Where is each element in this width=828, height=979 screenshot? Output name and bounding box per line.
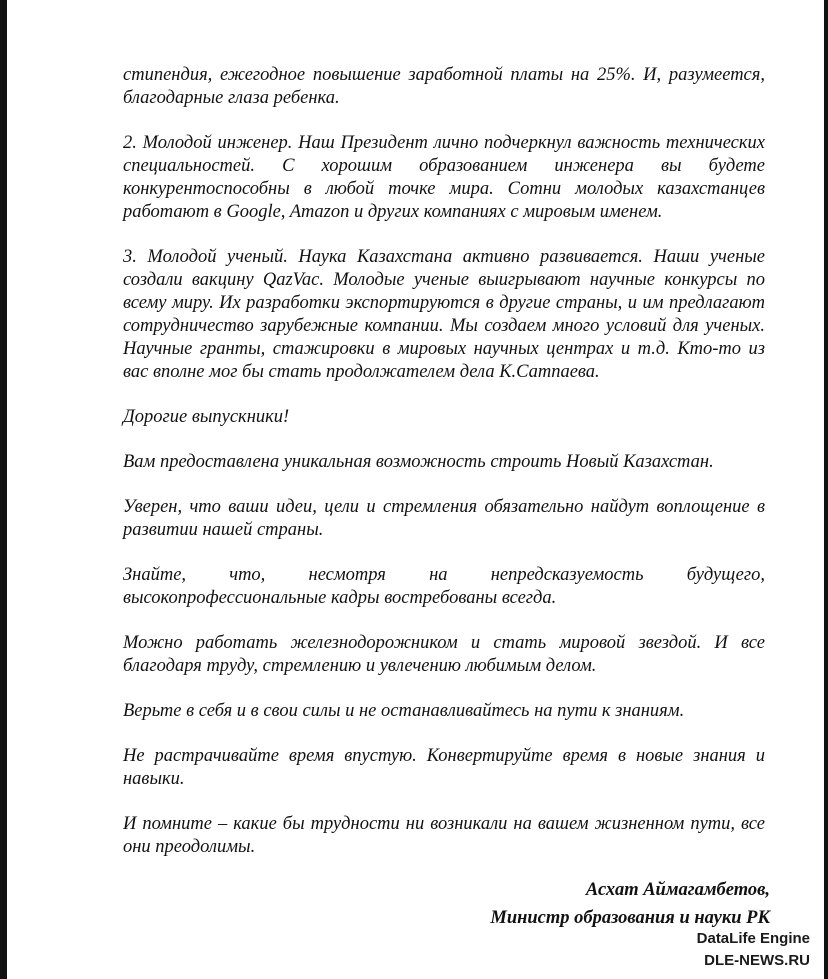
paragraph-know: Знайте, что, несмотря на непредсказуемость будущего, высокопрофессиональные кадры востребованы всегда. bbox=[123, 565, 765, 608]
paragraph-opportunity: Вам предоставлена уникальная возможность строить Новый Казахстан. bbox=[123, 452, 714, 472]
site-watermark bbox=[697, 928, 810, 972]
watermark-line-2: DLE-NEWS.RU bbox=[704, 952, 810, 969]
paragraph-ideas: Уверен, что ваши идеи, цели и стремления обязательно найдут воплощение в развитии нашей страны. bbox=[123, 497, 765, 540]
paragraph-time: Не растрачивайте время впустую. Конвертируйте время в новые знания и навыки. bbox=[123, 746, 765, 789]
paragraph-railway: Можно работать железнодорожником и стать мировой звездой. И все благодаря труду, стремлению и увлечению любимым делом. bbox=[123, 633, 765, 676]
paragraph-salary: стипендия, ежегодное повышение заработной платы на 25%. И, разумеется, благодарные глаза ребенка. bbox=[123, 65, 765, 108]
paragraph-greeting: Дорогие выпускники! bbox=[123, 407, 290, 427]
paragraph-young-engineer: 2. Молодой инженер. Наш Президент лично подчеркнул важность технических специальностей. С хорошим образованием инженера вы будете конкурентоспособны в любой точке мира. Сотни молодых казахстанцев работают в Google, Amazon и других компаниях с мировым именем. bbox=[123, 133, 765, 222]
document-body bbox=[123, 64, 765, 881]
paragraph-young-scientist: 3. Молодой ученый. Наука Казахстана активно развивается. Наши ученые создали вакцину QazVac. Молодые ученые выигрывают научные конкурсы по всему миру. Их разработки экспортируются в другие страны, и им предлагают сотрудничество зарубежные компании. Мы создаем много условий для ученых. Научные гранты, стажировки в мировых научных центрах и т.д. Кто-то из вас вполне мог бы стать продолжателем дела К.Сатпаева. bbox=[123, 247, 765, 382]
signature-name: Асхат Аймагамбетов, bbox=[585, 880, 770, 900]
watermark-line-1: DataLife Engine bbox=[696, 930, 810, 947]
paragraph-remember: И помните – какие бы трудности ни возникали на вашем жизненном пути, все они преодолимы. bbox=[123, 814, 765, 857]
right-edge-border bbox=[824, 0, 828, 979]
signature-title: Министр образования и науки РК bbox=[490, 908, 770, 928]
signature-block bbox=[490, 876, 770, 932]
left-edge-border bbox=[0, 0, 7, 979]
paragraph-believe: Верьте в себя и в свои силы и не останавливайтесь на пути к знаниям. bbox=[123, 701, 685, 721]
